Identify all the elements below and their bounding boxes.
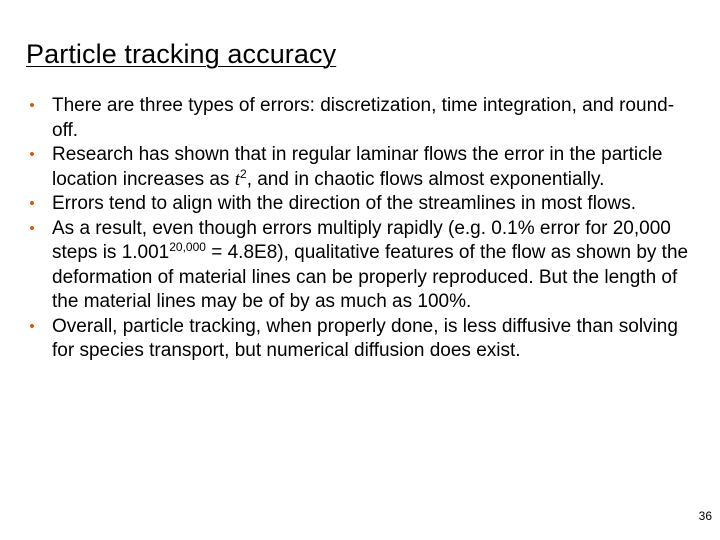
page-number: 36 (698, 509, 712, 523)
bullet-text: Errors tend to align with the direction of the streamlines in most flows. (52, 193, 636, 214)
bullet-text (52, 218, 688, 313)
bullet-text: Overall, particle tracking, when properly done, is less diffusive than solving for species transport, but numerical diffusion does exist. (52, 315, 678, 361)
bullet-item (26, 315, 698, 364)
exponent: 20,000 (169, 240, 206, 254)
bullet-icon: • (29, 195, 35, 212)
bullet-text-part: As a result, even though errors multiply rapidly (e.g. 0.1% error for 20,000 steps is 1.001 (52, 217, 671, 263)
slide-title: Particle tracking accuracy (26, 39, 337, 69)
bullet-item (26, 94, 698, 143)
bullet-item (26, 217, 698, 315)
bullet-item (26, 192, 698, 217)
bullet-text-part: , and in chaotic flows almost exponentially. (246, 168, 605, 190)
bullet-icon: • (29, 317, 35, 335)
bullet-text-part: = 4.8E8), qualitative features of the flow as shown by the deformation of material lines can be properly reproduced. But the length of the material lines may be of by as much as 100%. (52, 242, 689, 312)
bullet-text: There are three types of errors: discretization, time integration, and round-off. (52, 95, 675, 141)
bullet-list (26, 94, 698, 364)
bullet-icon: • (29, 146, 35, 163)
bullet-text (52, 144, 662, 190)
bullet-icon: • (29, 219, 35, 237)
math-variable: t (234, 168, 240, 190)
bullet-text-part: Research has shown that in regular laminar flows the error in the particle location increases as (52, 144, 663, 190)
bullet-icon: • (29, 97, 35, 114)
bullet-item (26, 143, 698, 192)
math-exponent: 2 (240, 166, 247, 181)
